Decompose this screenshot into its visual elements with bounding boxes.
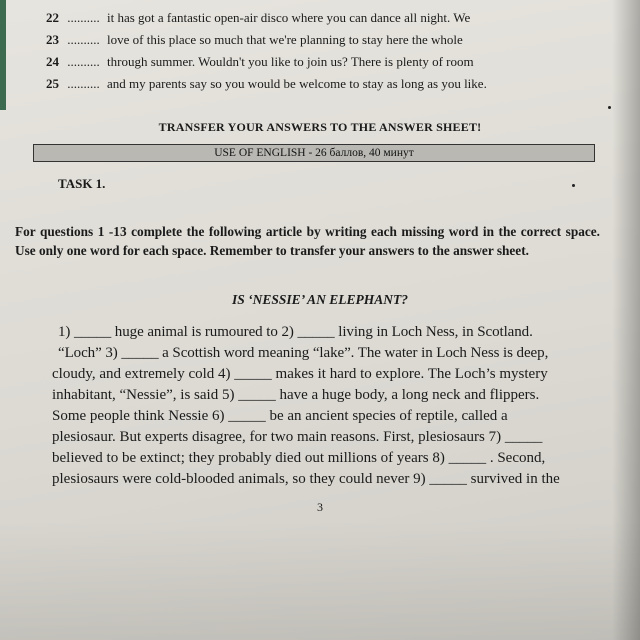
question-line-24 [46,54,474,70]
article-line: plesiosaur. But experts disagree, for two main reasons. First, plesiosaurs 7) _____ [52,429,543,445]
article-line: plesiosaurs were cold-blooded animals, so they could never 9) _____ survived in the [52,471,560,487]
article-line: “Loch” 3) _____ a Scottish word meaning “lake”. The water in Loch Ness is deep, [58,345,549,361]
question-line-23 [46,32,463,48]
question-number: 22 [46,10,59,25]
article-title: IS ‘NESSIE’ AN ELEPHANT? [232,292,408,307]
article-line: Some people think Nessie 6) _____ be an ancient species of reptile, called a [52,408,508,424]
question-dots: .......... [67,32,100,47]
question-number: 24 [46,54,59,69]
question-line-25 [46,76,487,92]
paper-shadow [0,520,640,640]
article-line: cloudy, and extremely cold 4) _____ makes it hard to explore. The Loch’s mystery [52,366,548,382]
ink-speck [572,184,575,187]
task-instructions: For questions 1 -13 complete the following article by writing each missing word in the correct space. Use only one word for each space. Remember to transfer your answers to the answer sheet. [15,224,600,258]
question-text: and my parents say so you would be welcome to stay as long as you like. [107,76,487,91]
question-text: through summer. Wouldn't you like to join us? There is plenty of room [107,54,474,69]
article-line: believed to be extinct; they probably died out millions of years 8) _____ . Second, [52,450,546,466]
paper-shadow [612,0,640,640]
article-body [52,322,627,490]
question-dots: .......... [67,54,100,69]
transfer-note: TRANSFER YOUR ANSWERS TO THE ANSWER SHEET! [158,120,482,134]
section-header-bar: USE OF ENGLISH - 26 баллов, 40 минут [33,144,595,162]
ink-speck [608,106,611,109]
question-text: love of this place so much that we're planning to stay here the whole [107,32,463,47]
question-dots: .......... [67,10,100,25]
page-number: 3 [317,500,323,514]
question-dots: .......... [67,76,100,91]
question-number: 25 [46,76,59,91]
question-text: it has got a fantastic open-air disco where you can dance all night. We [107,10,471,25]
question-line-22 [46,10,470,26]
article-line: 1) _____ huge animal is rumoured to 2) _____ living in Loch Ness, in Scotland. [58,324,533,340]
article-line: inhabitant, “Nessie”, is said 5) _____ have a huge body, a long neck and flippers. [52,387,540,403]
task-heading: TASK 1. [58,176,106,191]
background-object [0,0,6,110]
question-number: 23 [46,32,59,47]
